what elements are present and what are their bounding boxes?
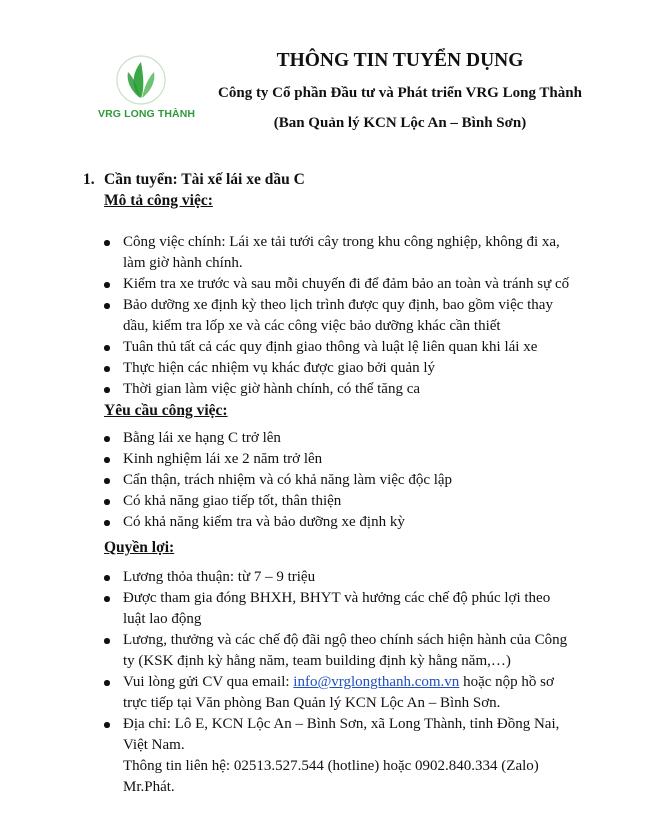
bullet-icon (104, 345, 110, 351)
logo-leaf-right (142, 72, 154, 98)
bullet-icon (104, 240, 110, 246)
bullet-icon (104, 638, 110, 644)
list-item: Thời gian làm việc giờ hành chính, có thể tăng ca (0, 379, 662, 400)
company-logo (98, 52, 196, 128)
list-item: Thực hiện các nhiệm vụ khác được giao bởi quản lý (0, 358, 662, 379)
bullet-icon (104, 520, 110, 526)
list-item: Có khả năng giao tiếp tốt, thân thiện (0, 491, 662, 512)
job-description-list (0, 232, 662, 400)
email-link[interactable]: info@vrglongthanh.com.vn (293, 674, 460, 690)
list-item: Cẩn thận, trách nhiệm và có khả năng làm việc độc lập (0, 470, 662, 491)
list-item: Bằng lái xe hạng C trở lên (0, 428, 662, 449)
bullet-icon (104, 499, 110, 505)
job-title: Cần tuyển: Tài xế lái xe dầu C (104, 171, 305, 188)
contact-info: Thông tin liên hệ: 02513.527.544 (hotline) hoặc 0902.840.334 (Zalo) (123, 758, 539, 774)
page-title: THÔNG TIN TUYỂN DỤNG (276, 50, 524, 71)
bullet-icon (104, 596, 110, 602)
list-item: Có khả năng kiểm tra và bảo dưỡng xe định kỳ (0, 512, 662, 533)
bullet-icon (104, 722, 110, 728)
list-item: Được tham gia đóng BHXH, BHYT và hưởng các chế độ phúc lợi theo luật lao động (0, 588, 662, 630)
requirements-heading: Yêu cầu công việc: (104, 402, 228, 419)
leaf-emblem-icon (98, 52, 184, 108)
bullet-icon (104, 436, 110, 442)
list-item: Tuân thủ tất cả các quy định giao thông và luật lệ liên quan khi lái xe (0, 337, 662, 358)
list-item: Lương thỏa thuận: từ 7 – 9 triệu (0, 567, 662, 588)
benefits-heading: Quyền lợi: (104, 539, 175, 556)
bullet-icon (104, 387, 110, 393)
bullet-icon (104, 478, 110, 484)
list-item: Kiểm tra xe trước và sau mỗi chuyến đi để đảm bảo an toàn và tránh sự cố (0, 274, 662, 295)
section-number: 1. (83, 171, 95, 188)
bullet-icon (104, 303, 110, 309)
list-item: Địa chỉ: Lô E, KCN Lộc An – Bình Sơn, xã Long Thành, tỉnh Đồng Nai, Việt Nam. Thông tin liên hệ: 02513.527.544 (hotline) hoặc 0902.840.334 (Zalo) Mr.Phát. (0, 714, 662, 798)
bullet-icon (104, 575, 110, 581)
list-item: Kinh nghiệm lái xe 2 năm trở lên (0, 449, 662, 470)
job-description-heading: Mô tả công việc: (104, 192, 213, 209)
management-board: (Ban Quản lý KCN Lộc An – Bình Sơn) (273, 115, 527, 131)
list-item: Vui lòng gửi CV qua email: info@vrglongthanh.com.vn hoặc nộp hồ sơ trực tiếp tại Văn phòng Ban Quản lý KCN Lộc An – Bình Sơn. (0, 672, 662, 714)
bullet-icon (104, 680, 110, 686)
requirements-list (0, 428, 662, 533)
company-name: Công ty Cổ phần Đầu tư và Phát triển VRG Long Thành (218, 85, 582, 101)
list-item: Lương, thưởng và các chế độ đãi ngộ theo chính sách hiện hành của Công ty (KSK định kỳ hằng năm, team building định kỳ hằng năm,…) (0, 630, 662, 672)
bullet-icon (104, 282, 110, 288)
list-item: Bảo dưỡng xe định kỳ theo lịch trình được quy định, bao gồm việc thay dầu, kiểm tra lốp xe và các công việc bảo dưỡng khác cần thiết (0, 295, 662, 337)
bullet-icon (104, 457, 110, 463)
list-item: Công việc chính: Lái xe tải tưới cây trong khu công nghiệp, không đi xa, làm giờ hành chính. (0, 232, 662, 274)
benefits-list (0, 567, 662, 798)
bullet-icon (104, 366, 110, 372)
logo-text: VRG LONG THÀNH (98, 108, 196, 120)
